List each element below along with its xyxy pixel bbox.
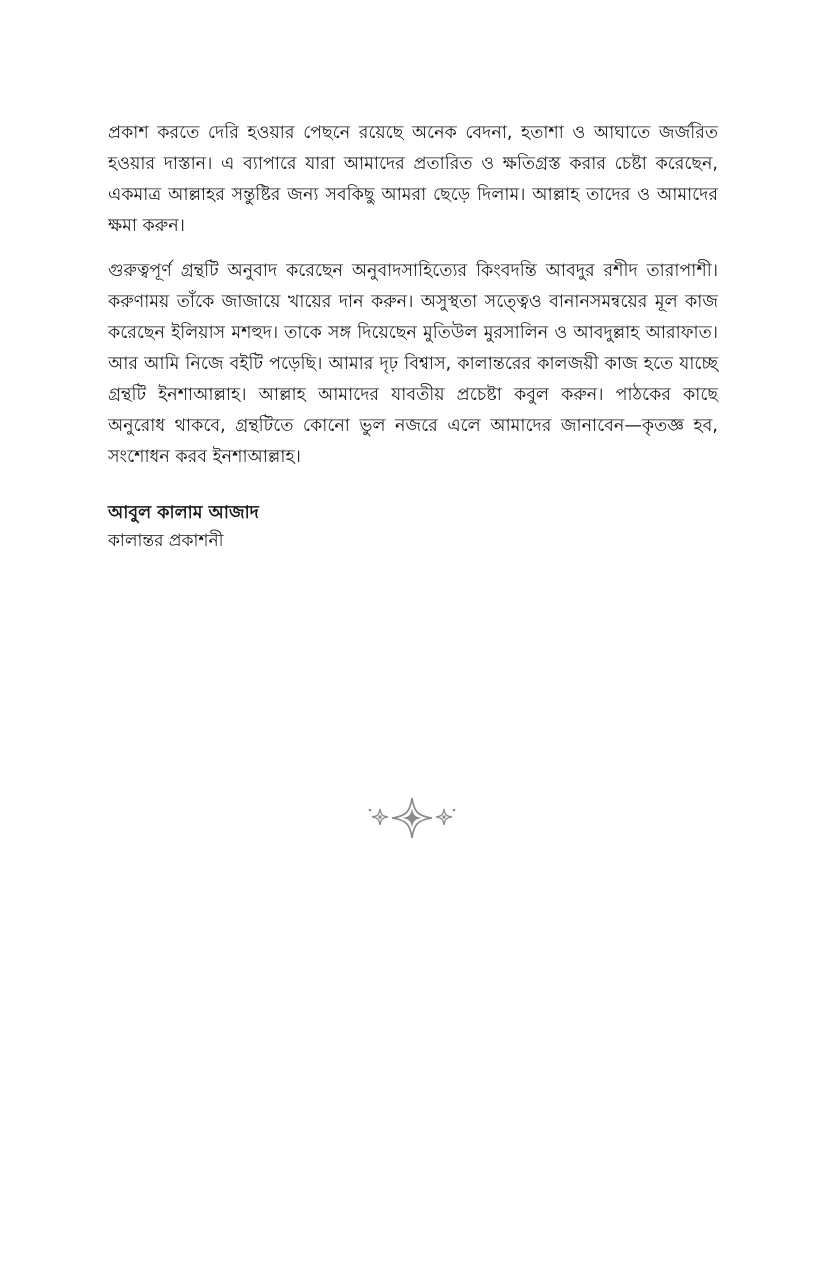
publisher-name: কালান্তর প্রকাশনী (108, 531, 224, 551)
star-ornament-icon (366, 796, 458, 840)
author-name: আবুল কালাম আজাদ (108, 503, 259, 523)
paragraph-delay-explanation: প্রকাশ করতে দেরি হওয়ার পেছনে রয়েছে অনেক বেদনা, হতাশা ও আঘাতে জর্জরিত হওয়ার দাস্তান। এ ব্যাপারে যারা আমাদের প্রতারিত ও ক্ষতিগ্রস্ত করার চেষ্টা করেছেন, একমাত্র আল্লাহর সন্তুষ্টির জন্য সবকিছু আমরা ছেড়ে দিলাম। আল্লাহ তাদের ও আমাদের ক্ষমা করুন। (108, 123, 718, 236)
center-star-inner-icon (402, 808, 422, 828)
document-page (108, 118, 718, 555)
signature-block (108, 499, 718, 555)
paragraph-acknowledgements: গুরুত্বপূর্ণ গ্রন্থটি অনুবাদ করেছেন অনুবাদসাহিত্যের কিংবদন্তি আবদুর রশীদ তারাপাশী। করুণাময় তাঁকে জাজায়ে খায়ের দান করুন। অসুস্থতা সত্ত্বেও বানানসমন্বয়ের মূল কাজ করেছেন ইলিয়াস মশহুদ। তাকে সঙ্গ দিয়েছেন মুতিউল মুরসালিন ও আবদুল্লাহ আরাফাত। আর আমি নিজে বইটি পড়েছি। আমার দৃঢ় বিশ্বাস, কালান্তরের কালজয়ী কাজ হতে যাচ্ছে গ্রন্থটি ইনশাআল্লাহ। আল্লাহ আমাদের যাবতীয় প্রচেষ্টা কবুল করুন। পাঠকের কাছে অনুরোধ থাকবে, গ্রন্থটিতে কোনো ভুল নজরে এলে আমাদের জানাবেন—কৃতজ্ঞ হব, সংশোধন করব ইনশাআল্লাহ। (108, 261, 718, 467)
